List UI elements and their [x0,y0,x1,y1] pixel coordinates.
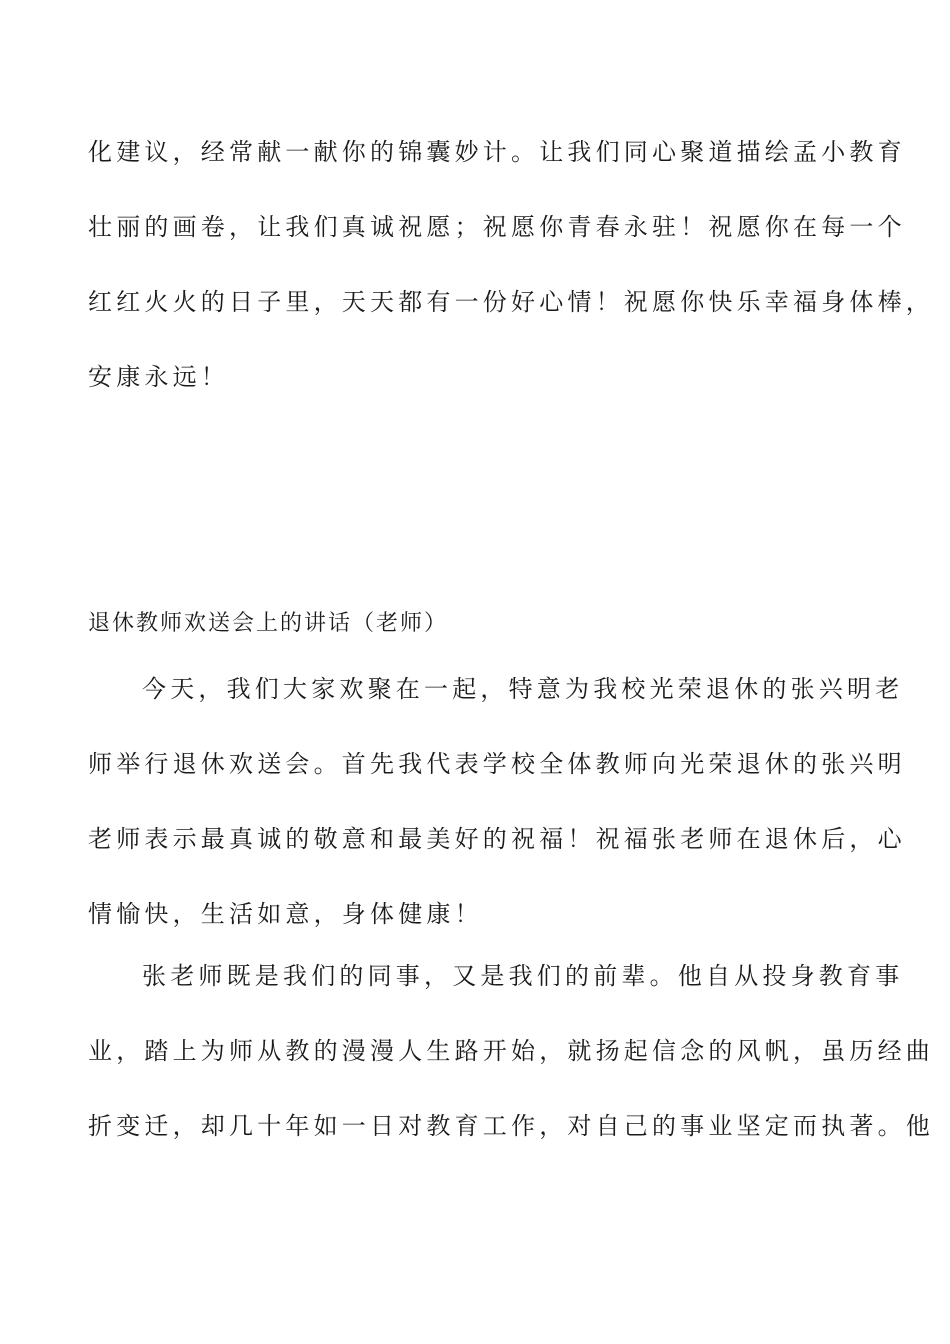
text-line: 情愉快，生活如意，身体健康！ [88,900,483,928]
text-line: 张老师既是我们的同事，又是我们的前辈。他自从投身教育事 [142,962,904,990]
text-line: 师举行退休欢送会。首先我代表学校全体教师向光荣退休的张兴明 [88,750,906,778]
text-line: 业，踏上为师从教的漫漫人生路开始，就扬起信念的风帆，虽历经曲 [88,1037,934,1065]
text-line: 壮丽的画卷，让我们真诚祝愿；祝愿你青春永驻！祝愿你在每一个 [88,213,906,241]
text-line: 今天，我们大家欢聚在一起，特意为我校光荣退休的张兴明老 [142,675,904,703]
section-heading: 退休教师欢送会上的讲话（老师） [88,611,449,636]
text-line: 折变迁，却几十年如一日对教育工作，对自己的事业坚定而执著。他 [88,1112,934,1140]
text-line: 老师表示最真诚的敬意和最美好的祝福！祝福张老师在退休后，心 [88,825,906,853]
text-line: 红红火火的日子里，天天都有一份好心情！祝愿你快乐幸福身体棒， [88,288,934,316]
text-line: 化建议，经常献一献你的锦囊妙计。让我们同心聚道描绘孟小教育 [88,138,906,166]
text-line: 安康永远！ [88,363,229,391]
